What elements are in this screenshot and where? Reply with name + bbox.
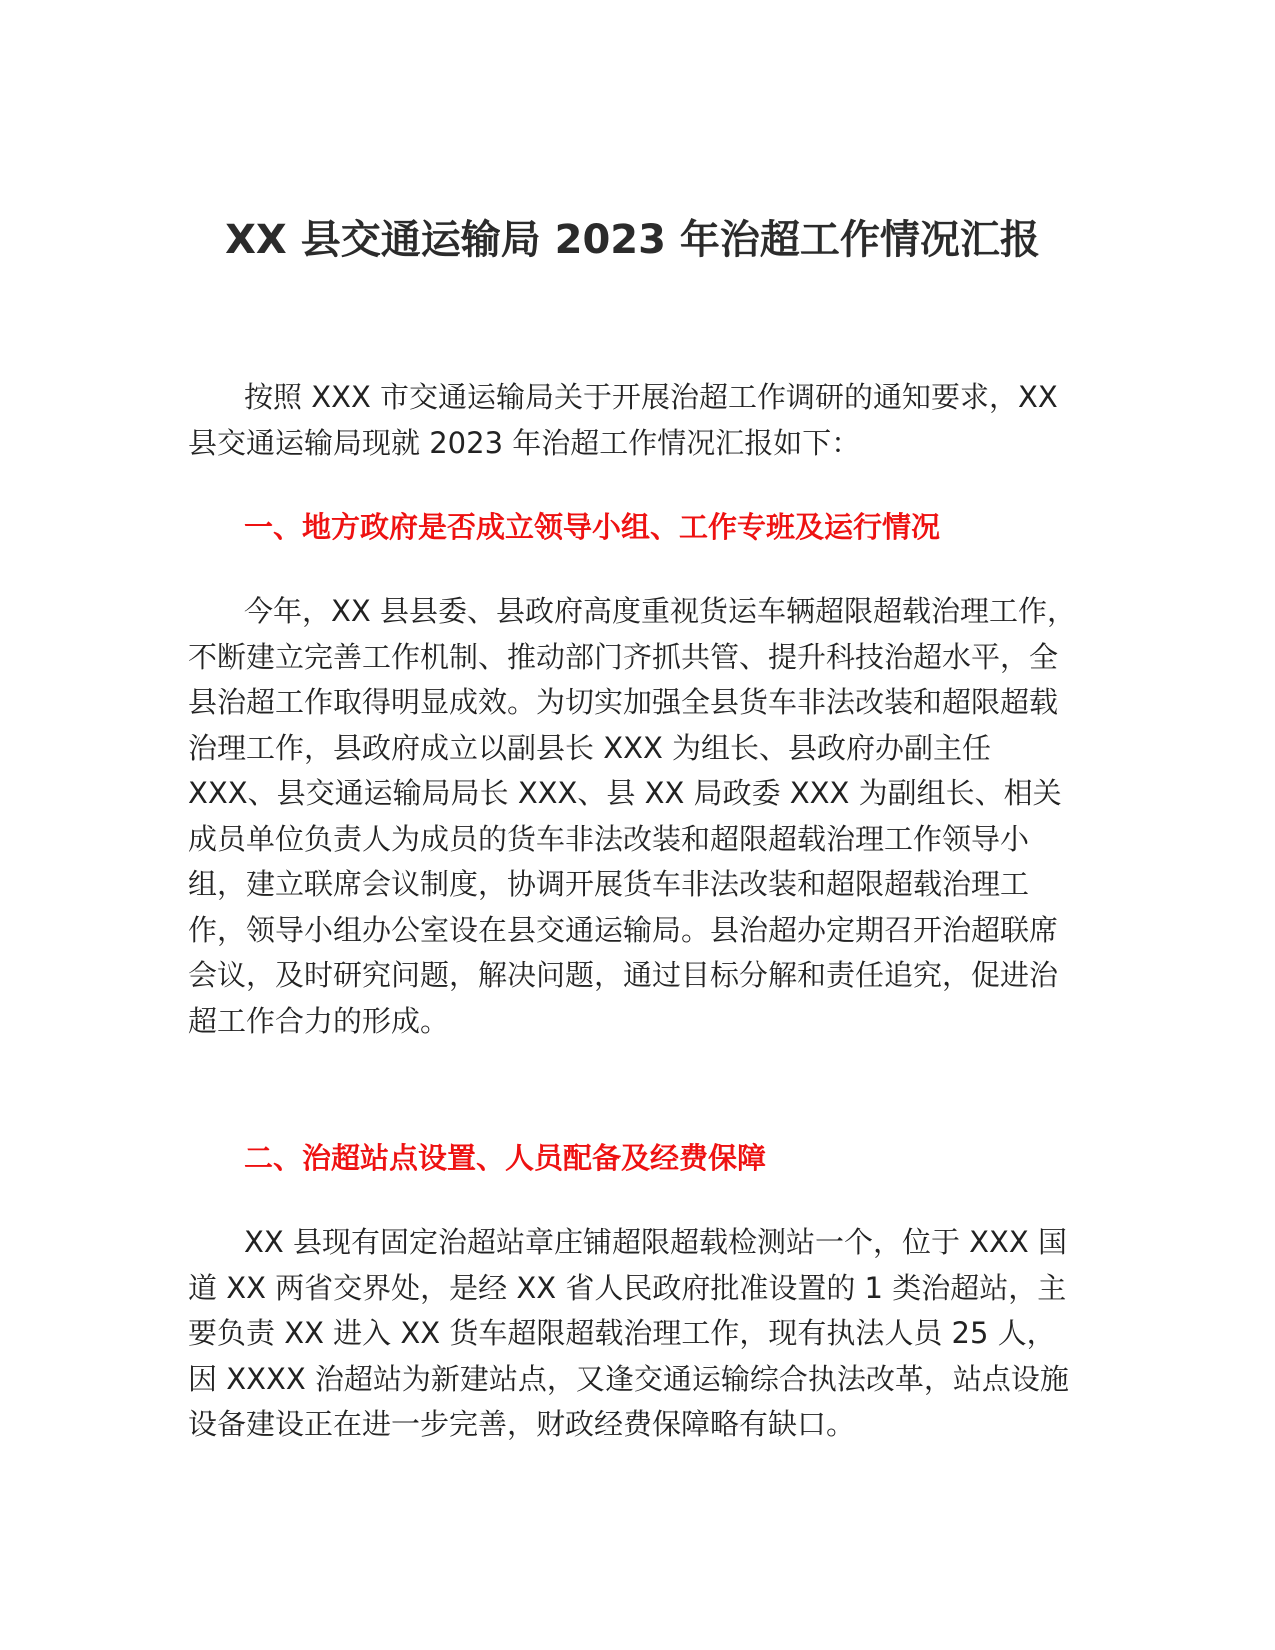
section-body-1: 今年，XX 县县委、县政府高度重视货运车辆超限超载治理工作，不断建立完善工作机制、推动部门齐抓共管、提升科技治超水平，全县治超工作取得明显成效。为切实加强全县货车非法改装和超限超载治理工作，县政府成立以副县长 XXX 为组长、县政府办副主任 XXX、县交通运输局局长 XXX、县 XX 局政委 XXX 为副组长、相关成员单位负责人为成员的货车非法改装和超限超载治理工作领导小组，建立联席会议制度，协调开展货车非法改装和超限超载治理工作，领导小组办公室设在县交通运输局。县治超办定期召开治超联席会议，及时研究问题，解决问题，通过目标分解和责任追究，促进治超工作合力的形成。 [188,594,1076,1038]
section-body-2: XX 县现有固定治超站章庄铺超限超载检测站一个，位于 XXX 国道 XX 两省交界处，是经 XX 省人民政府批准设置的 1 类治超站，主要负责 XX 进入 XX 货车超限超载治理工作，现有执法人员 25 人，因 XXXX 治超站为新建站点，又逢交通运输综合执法改革，站点设施设备建设正在进一步完善，财政经费保障略有缺口。 [188,1225,1069,1441]
section-heading-1: 一、地方政府是否成立领导小组、工作专班及运行情况 [244,510,941,544]
intro-paragraph: 按照 XXX 市交通运输局关于开展治超工作调研的通知要求，XX 县交通运输局现就 2023 年治超工作情况汇报如下： [188,380,1058,460]
document-title: XX 县交通运输局 2023 年治超工作情况汇报 [225,217,1040,263]
section-heading-2: 二、治超站点设置、人员配备及经费保障 [244,1141,767,1175]
